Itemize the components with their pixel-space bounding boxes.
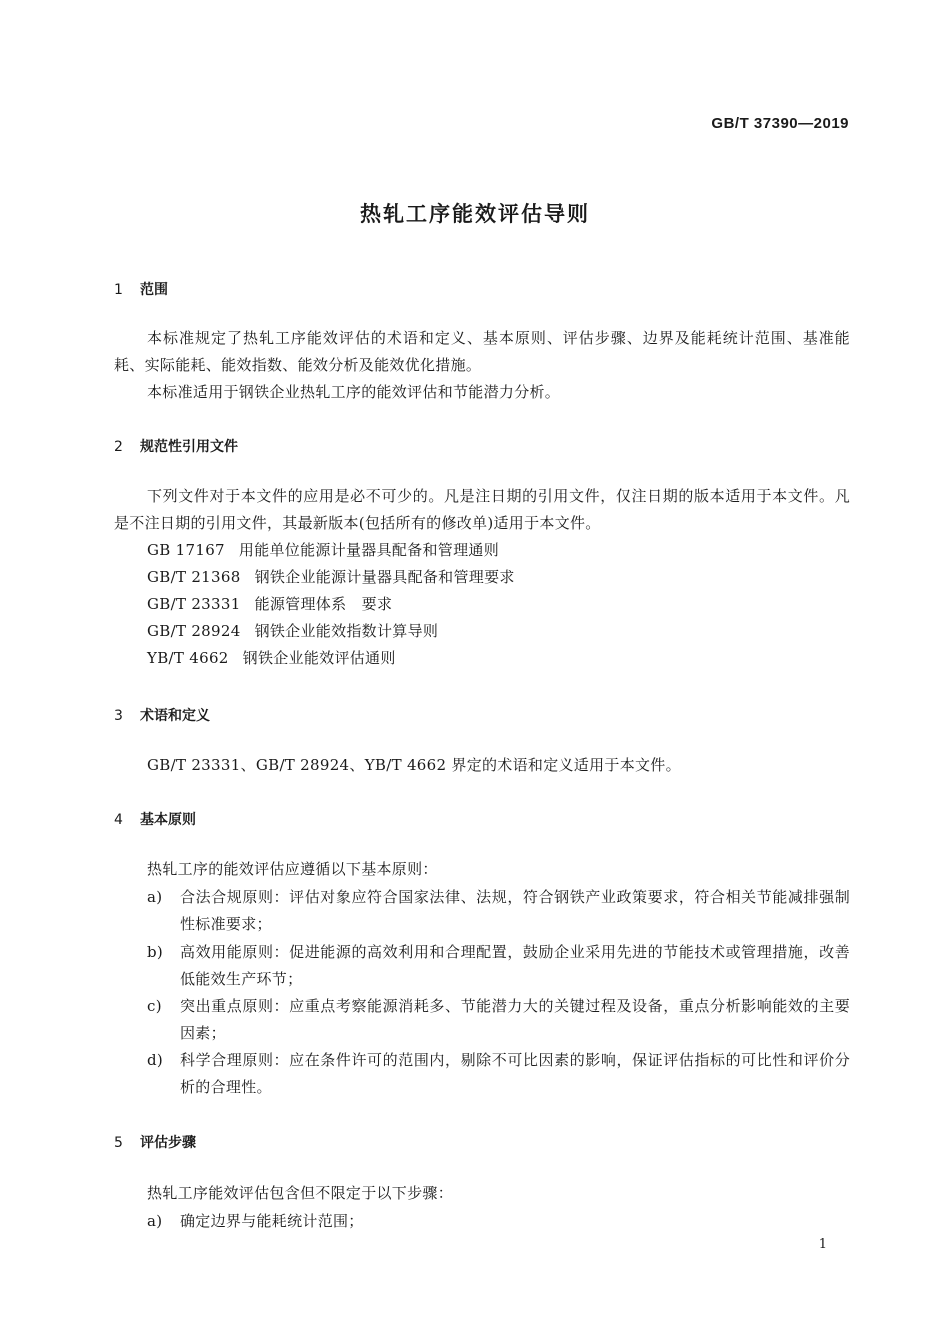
document-title: 热轧工序能效评估导则 [360,202,590,226]
standard-code: GB/T 37390—2019 [711,115,849,132]
section-5-heading [114,1132,196,1152]
list-item [147,1047,850,1101]
reference-code: GB/T 28924 [147,622,241,640]
section-number: 3 [114,708,123,724]
paragraph: 热轧工序能效评估包含但不限定于以下步骤： [147,1184,454,1202]
list-item [147,884,850,938]
list-marker: a) [147,888,163,906]
section-1-heading [114,279,168,299]
list-item [147,993,850,1047]
section-title: 评估步骤 [140,1135,196,1151]
list-marker: b) [147,943,164,961]
paragraph: 本标准规定了热轧工序能效评估的术语和定义、基本原则、评估步骤、边界及能耗统计范围、基准能耗、实际能耗、能效指数、能效分析及能效优化措施。 [114,329,850,374]
section-title: 基本原则 [140,812,196,828]
section-number: 2 [114,439,123,455]
page-number: 1 [818,1237,827,1252]
reference-code: GB/T 23331 [147,595,241,613]
list-marker: c) [147,997,162,1015]
reference-code: GB/T 21368 [147,568,241,586]
reference-entry [147,591,392,618]
section-3-heading [114,705,210,725]
section-title: 规范性引用文件 [140,439,238,455]
reference-entry [147,564,515,591]
section-2-heading [114,436,238,456]
reference-code: GB 17167 [147,541,225,559]
list-text: 高效用能原则：促进能源的高效利用和合理配置，鼓励企业采用先进的节能技术或管理措施，改善低能效生产环节； [180,943,850,988]
list-marker: d) [147,1051,164,1069]
reference-entry [147,618,438,645]
list-text: 突出重点原则：应重点考察能源消耗多、节能潜力大的关键过程及设备，重点分析影响能效的主要因素； [180,997,850,1042]
list-item [147,1208,850,1235]
reference-title: 钢铁企业能效指数计算导则 [254,622,439,640]
reference-title: 钢铁企业能效评估通则 [242,649,396,667]
paragraph: GB/T 23331、GB/T 28924、YB/T 4662 界定的术语和定义适用于本文件。 [147,756,681,774]
list-text: 确定边界与能耗统计范围； [180,1212,364,1230]
paragraph: 下列文件对于本文件的应用是必不可少的。凡是注日期的引用文件，仅注日期的版本适用于本文件。凡是不注日期的引用文件，其最新版本(包括所有的修改单)适用于本文件。 [114,487,850,532]
section-title: 范围 [140,282,168,298]
list-item [147,939,850,993]
section-number: 1 [114,282,123,298]
section-4-heading [114,809,196,829]
paragraph: 热轧工序的能效评估应遵循以下基本原则： [147,860,438,878]
section-number: 5 [114,1135,123,1151]
reference-title: 钢铁企业能源计量器具配备和管理要求 [254,568,515,586]
reference-entry [147,645,396,672]
list-text: 合法合规原则：评估对象应符合国家法律、法规，符合钢铁产业政策要求，符合相关节能减排强制性标准要求； [180,888,850,933]
paragraph: 本标准适用于钢铁企业热轧工序的能效评估和节能潜力分析。 [147,383,561,401]
section-title: 术语和定义 [140,708,210,724]
list-text: 科学合理原则：应在条件许可的范围内，剔除不可比因素的影响，保证评估指标的可比性和评价分析的合理性。 [180,1051,850,1096]
reference-code: YB/T 4662 [147,649,229,667]
reference-entry [147,537,499,564]
reference-title: 能源管理体系 要求 [254,595,393,613]
reference-title: 用能单位能源计量器具配备和管理通则 [238,541,499,559]
section-number: 4 [114,812,123,828]
list-marker: a) [147,1212,163,1230]
